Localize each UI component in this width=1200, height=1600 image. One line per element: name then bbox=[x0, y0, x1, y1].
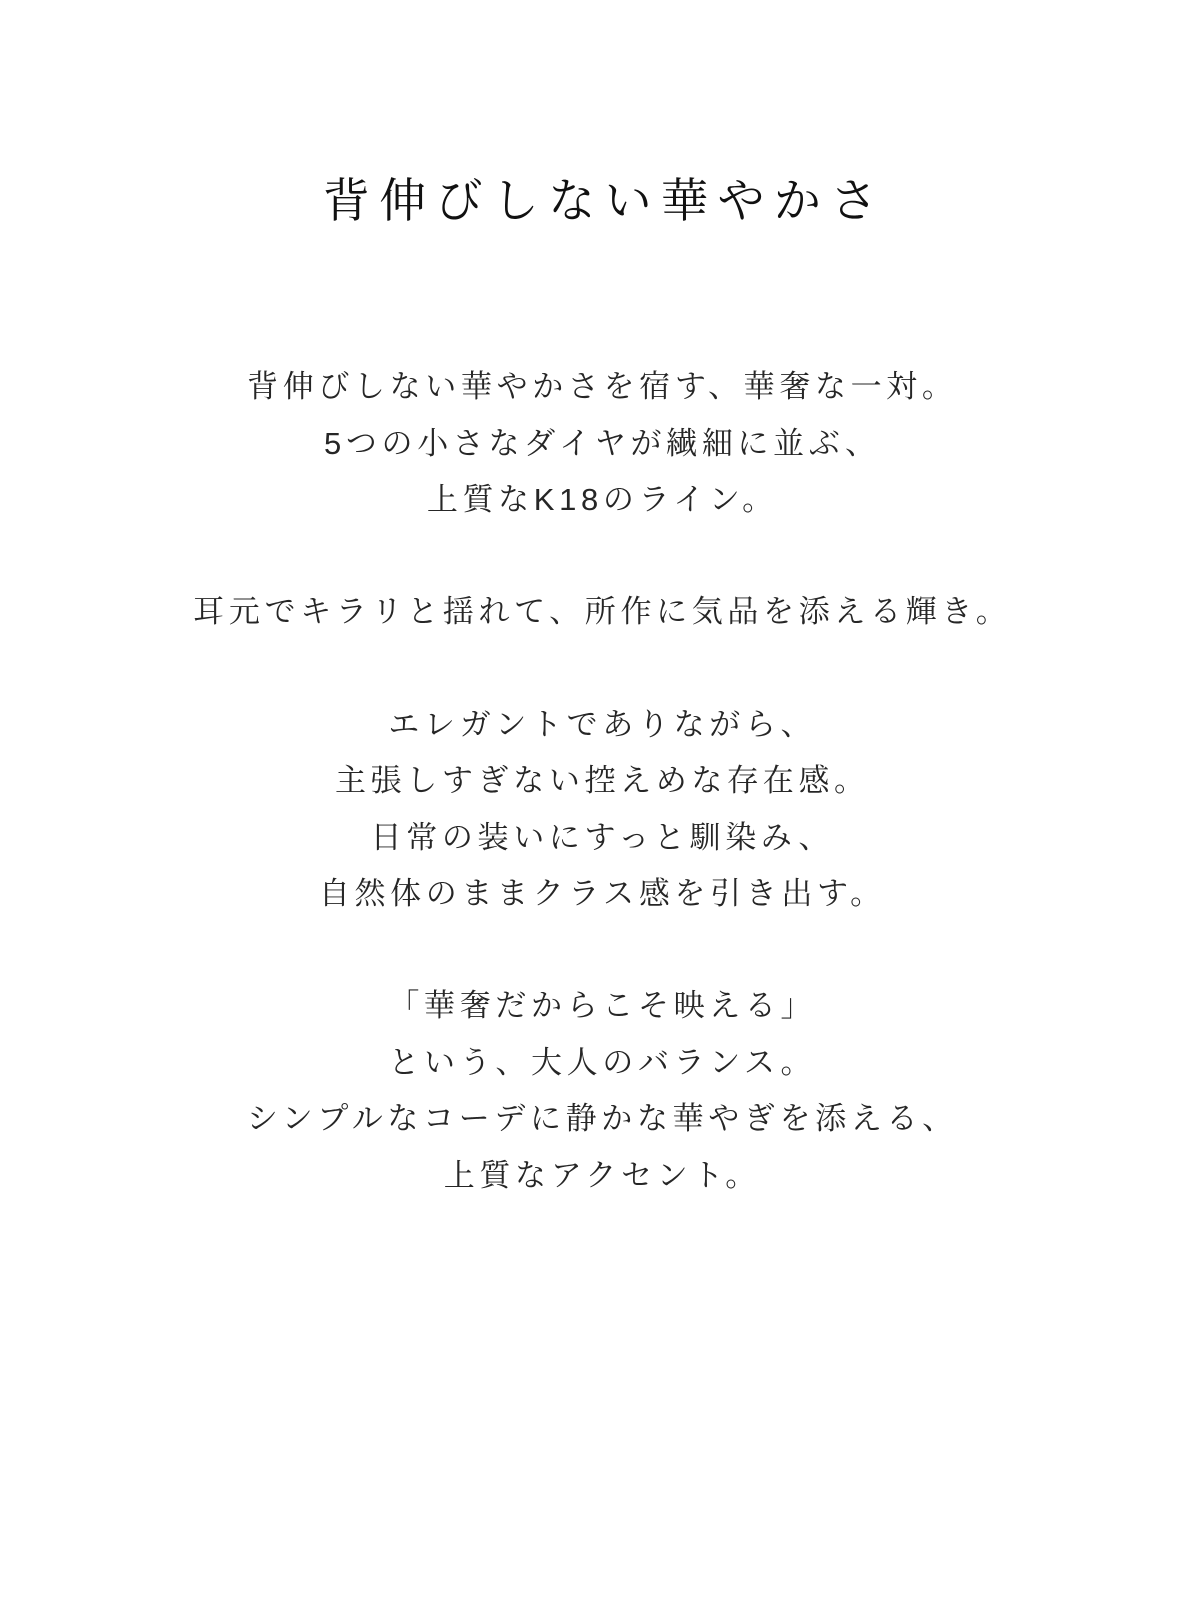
text-line: 背伸びしない華やかさを宿す、華奢な一対。 bbox=[247, 369, 958, 405]
text-line: 5つの小さなダイヤが繊細に並ぶ、 bbox=[324, 425, 881, 461]
description-body bbox=[0, 359, 1200, 1204]
text-line: 日常の装いにすっと馴染み、 bbox=[370, 819, 835, 855]
text-line: という、大人のバランス。 bbox=[388, 1044, 817, 1080]
text-line: 上質なK18のライン。 bbox=[426, 481, 778, 517]
paragraph-1 bbox=[0, 359, 1200, 528]
text-line: 主張しすぎない控えめな存在感。 bbox=[334, 763, 870, 799]
text-line: 「華奢だからこそ映える」 bbox=[388, 988, 817, 1024]
text-line: 耳元でキラリと揺れて、所作に気品を添える輝き。 bbox=[193, 594, 1012, 630]
text-line: シンプルなコーデに静かな華やぎを添える、 bbox=[246, 1101, 958, 1137]
text-line: 上質なアクセント。 bbox=[443, 1157, 761, 1193]
paragraph-2 bbox=[0, 584, 1200, 640]
text-line: エレガントでありながら、 bbox=[388, 706, 817, 742]
paragraph-3 bbox=[0, 697, 1200, 923]
text-line: 自然体のままクラス感を引き出す。 bbox=[318, 875, 886, 911]
page-title: 背伸びしない華やかさ bbox=[322, 174, 887, 227]
paragraph-4 bbox=[0, 978, 1200, 1204]
